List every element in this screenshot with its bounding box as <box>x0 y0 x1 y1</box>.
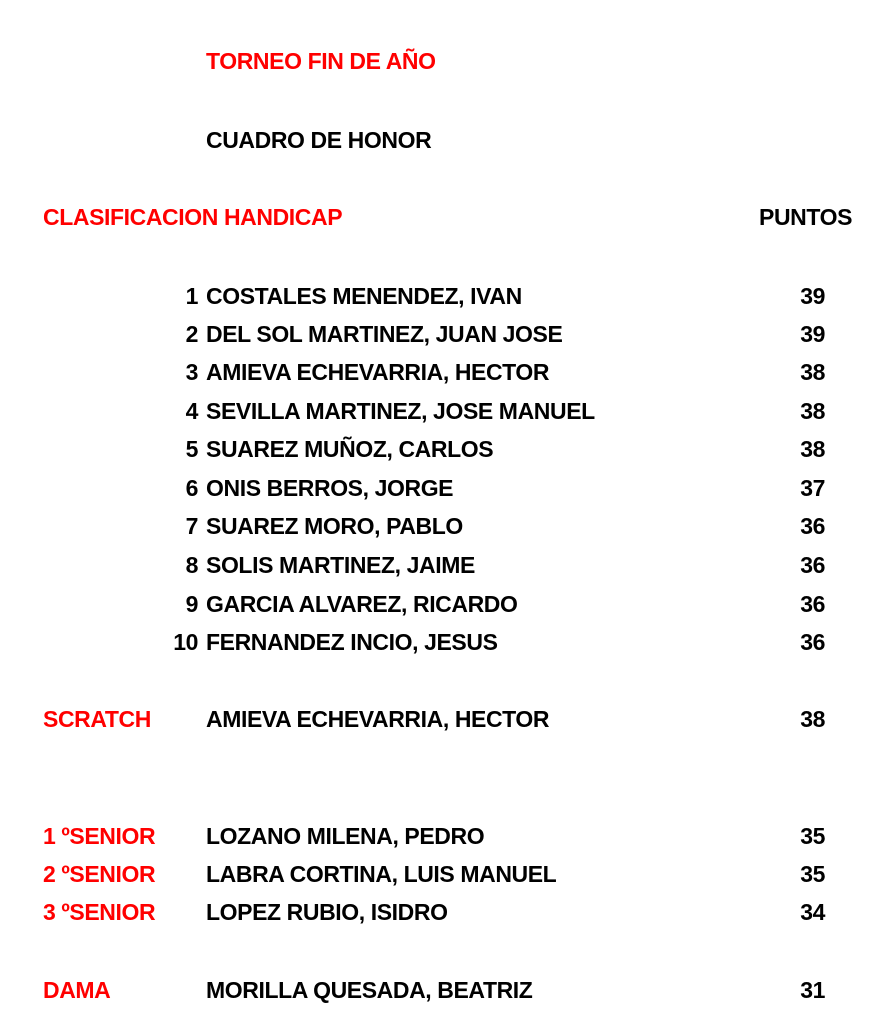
rank-number: 2 <box>185 321 198 347</box>
honor-board-subtitle: CUADRO DE HONOR <box>206 127 432 153</box>
senior-name: LOPEZ RUBIO, ISIDRO <box>206 899 448 925</box>
senior-label: 1 ºSENIOR <box>43 823 156 849</box>
rank-number: 1 <box>185 283 198 309</box>
player-points: 36 <box>800 629 825 655</box>
rank-number: 9 <box>185 591 198 617</box>
handicap-heading: CLASIFICACION HANDICAP <box>43 204 343 230</box>
senior-name: LOZANO MILENA, PEDRO <box>206 823 485 849</box>
senior-name: LABRA CORTINA, LUIS MANUEL <box>206 861 557 887</box>
senior-points: 34 <box>800 899 825 925</box>
rank-number: 7 <box>185 513 198 539</box>
senior-points: 35 <box>800 823 825 849</box>
rank-number: 4 <box>185 398 198 424</box>
scratch-winner-name: AMIEVA ECHEVARRIA, HECTOR <box>206 706 550 732</box>
player-name: SUAREZ MUÑOZ, CARLOS <box>206 436 494 462</box>
scratch-label: SCRATCH <box>43 706 151 732</box>
player-name: ONIS BERROS, JORGE <box>206 475 454 501</box>
player-points: 36 <box>800 552 825 578</box>
player-points: 39 <box>800 321 825 347</box>
points-header: PUNTOS <box>759 204 853 230</box>
player-points: 38 <box>800 398 825 424</box>
rank-number: 6 <box>185 475 198 501</box>
rank-number: 5 <box>185 436 198 462</box>
senior-points: 35 <box>800 861 825 887</box>
player-name: AMIEVA ECHEVARRIA, HECTOR <box>206 359 550 385</box>
player-name: SEVILLA MARTINEZ, JOSE MANUEL <box>206 398 595 424</box>
scratch-winner-points: 38 <box>800 706 825 732</box>
player-points: 37 <box>800 475 825 501</box>
tournament-title: TORNEO FIN DE AÑO <box>206 48 436 74</box>
dama-winner-points: 31 <box>800 977 825 1003</box>
dama-label: DAMA <box>43 977 111 1003</box>
player-name: FERNANDEZ INCIO, JESUS <box>206 629 498 655</box>
dama-winner-name: MORILLA QUESADA, BEATRIZ <box>206 977 533 1003</box>
player-points: 38 <box>800 359 825 385</box>
player-points: 36 <box>800 591 825 617</box>
senior-label: 3 ºSENIOR <box>43 899 156 925</box>
player-name: SOLIS MARTINEZ, JAIME <box>206 552 475 578</box>
rank-number: 3 <box>185 359 198 385</box>
player-points: 38 <box>800 436 825 462</box>
player-points: 39 <box>800 283 825 309</box>
player-points: 36 <box>800 513 825 539</box>
rank-number: 8 <box>185 552 198 578</box>
player-name: GARCIA ALVAREZ, RICARDO <box>206 591 518 617</box>
player-name: COSTALES MENENDEZ, IVAN <box>206 283 522 309</box>
player-name: DEL SOL MARTINEZ, JUAN JOSE <box>206 321 563 347</box>
player-name: SUAREZ MORO, PABLO <box>206 513 463 539</box>
rank-number: 10 <box>173 629 198 655</box>
senior-label: 2 ºSENIOR <box>43 861 156 887</box>
